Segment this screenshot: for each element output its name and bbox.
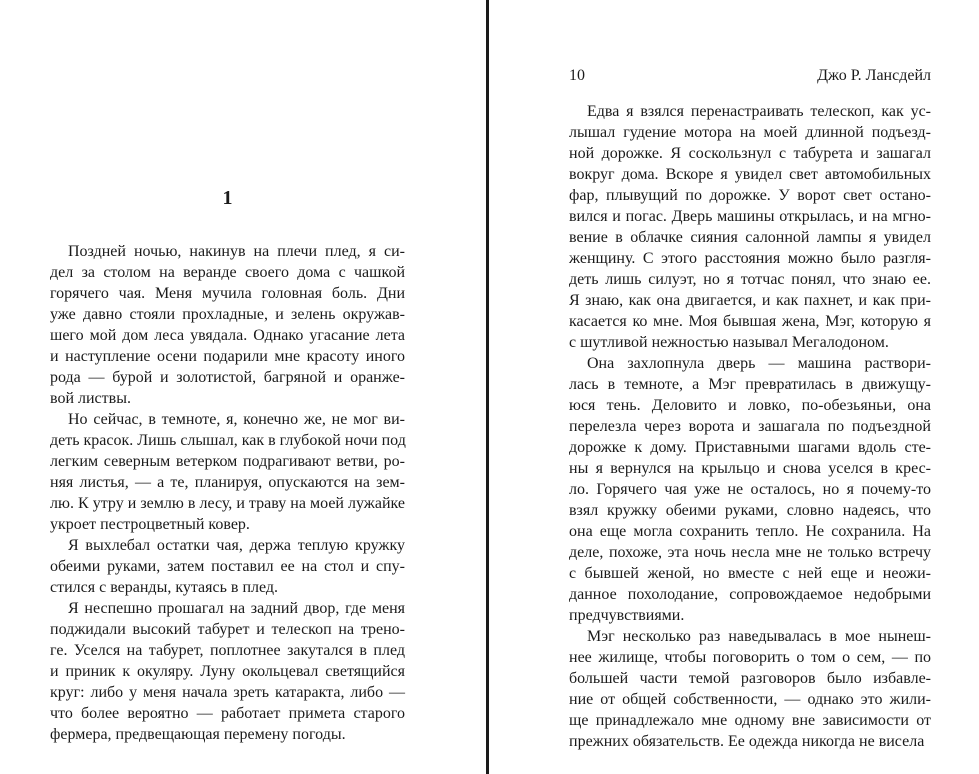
text-line: она еще могла сохранить тепло. Не сохранила. На [569,523,931,540]
text-line: деть лишь силуэт, но я тотчас понял, что знаю ее. [569,271,931,288]
text-line: лась в темноте, а Мэг превратилась в движущу- [569,376,931,393]
text-line: и приник к окуляру. Луну окольцевал светящийся [50,663,405,680]
text-line: большей части темой разговоров было избавле- [569,670,931,687]
text-line: Едва я взялся перенастраивать телескоп, как ус- [587,103,931,120]
text-line: рода — бурой и золотистой, багряной и оранже- [50,369,405,386]
text-line: Я неспешно прошагал на задний двор, где меня [68,600,405,617]
text-line: с бывшей женой, но вместе с ней еще и неожи- [569,565,931,582]
text-line: Но сейчас, в темноте, я, конечно же, не мог ви- [68,411,405,428]
text-line: взял кружку обеими руками, словно надеясь, что [569,502,931,519]
text-line: с шутливой нежностью называл Мегалодоном. [569,334,889,351]
text-line: вился и погас. Дверь машины открылась, и на мгно- [569,208,931,225]
text-line: дорожке к дому. Приставными шагами вдоль сте- [569,439,931,456]
chapter-number: 1 [222,187,233,209]
text-line: касается ко мне. Моя бывшая жена, Мэг, которую я [569,313,931,330]
text-line: юся тень. Деловито и ловко, по-обезьяньи, она [569,397,931,414]
text-line: прежних обязательств. Ее одежда никогда не висела [569,733,925,750]
page-number: 10 [569,67,585,84]
text-line: вокруг дома. Вскоре я увидел свет автомобильных [569,166,931,183]
text-line: перелезла через ворота и зашагала по подъездной [569,418,931,435]
text-line: Я знаю, как она двигается, и как пахнет, и как при- [569,292,931,309]
text-line: ге. Уселся на табурет, поплотнее закутался в плед [50,642,405,659]
right-page [491,0,979,774]
text-line: деть красок. Лишь слышал, как в глубокой ночи под [50,432,406,449]
book-spine-divider [486,0,489,774]
text-line: ны я вернулся на крыльцо и снова уселся в крес- [569,460,931,477]
text-line: деле, похоже, эта ночь несла мне не только встречу [569,544,931,561]
text-line: дел за столом на веранде своего дома с чашкой [50,264,405,281]
text-line: круг: либо у меня начала зреть катаракта, либо — [50,684,405,701]
text-line: обеими руками, затем поставил ее на стол и спу- [50,558,405,575]
text-line: уже давно стояли прохладные, и зелень окружав- [50,306,405,323]
text-line: ло. Горячего чая уже не осталось, но я почему-то [569,481,931,498]
text-line: вой листвы. [50,390,131,407]
text-line: няя листья, — а те, планируя, опускаются на зем- [50,474,405,491]
text-line: легким северным ветерком подрагивают ветви, ро- [50,453,405,470]
left-page [0,0,486,774]
text-line: Мэг несколько раз наведывалась в мое нынеш- [587,628,931,645]
text-line: фермера, предвещающая перемену погоды. [50,726,346,743]
text-line: Поздней ночью, накинув на плечи плед, я си- [68,243,405,260]
text-line: укроет пестроцветный ковер. [50,516,250,533]
text-line: фар, плывущий по дорожке. У ворот свет остано- [569,187,931,204]
text-line: стился с веранды, кутаясь в плед. [50,579,279,596]
text-line: шего мой дом леса увядала. Однако угасание лета [50,327,405,344]
text-line: и наступление осени подарили мне красоту иного [50,348,405,365]
running-head-author: Джо Р. Лансдейл [817,67,931,84]
text-line: лю. К утру и землю в лесу, и траву на моей лужайке [50,495,405,512]
text-line: Она захлопнула дверь — машина раствори- [587,355,931,372]
text-line: лышал гудение мотора на моей длинной подъезд- [569,124,931,141]
text-line: что более вероятно — работает примета старого [50,705,405,722]
text-line: горячего чая. Меня мучила головная боль. Дни [50,285,405,302]
text-line: поджидали высокий табурет и телескоп на трено- [50,621,405,638]
text-line: вение в облачке сияния салонной лампы я увидел [569,229,931,246]
text-line: предчувствиями. [569,607,685,624]
text-line: ние от общей собственности, — однако это жили- [569,691,931,708]
text-line: данное похолодание, сопровождаемое недобрыми [569,586,931,603]
text-line: ще принадлежало мне одному вне зависимости от [569,712,931,729]
text-line: Я выхлебал остатки чая, держа теплую кружку [68,537,405,554]
text-line: ной дорожке. Я соскользнул с табурета и зашагал [569,145,931,162]
text-line: нее жилище, чтобы поговорить о том о сем, — по [569,649,931,666]
text-line: женщину. С этого расстояния можно было разгля- [569,250,931,267]
